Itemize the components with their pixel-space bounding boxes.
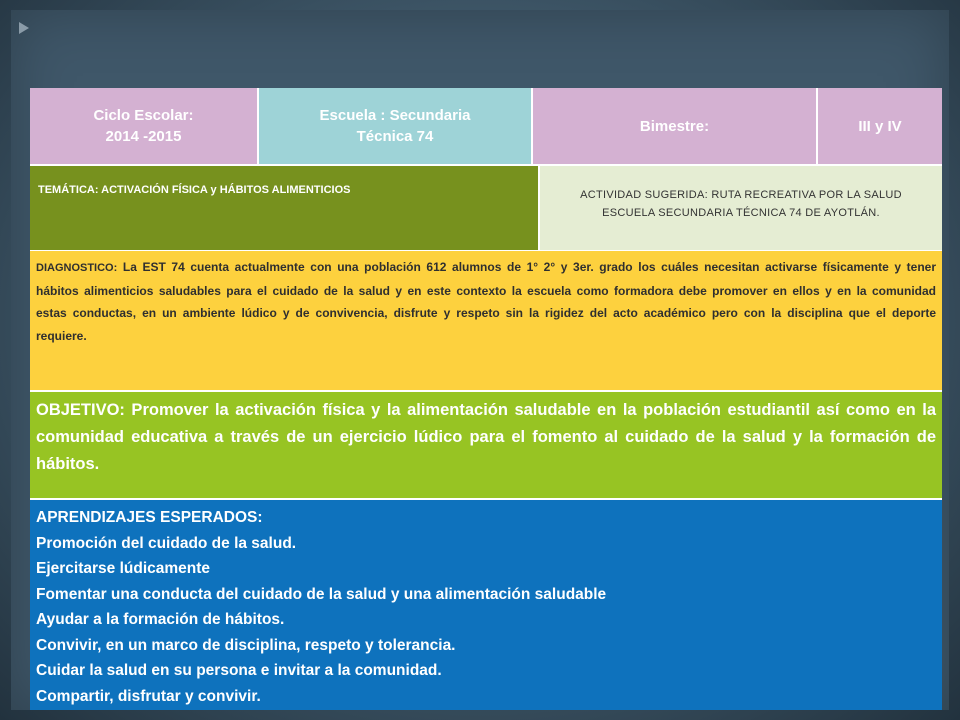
- bimestre-cell: [533, 88, 816, 164]
- bimestre-value-cell: [818, 88, 942, 164]
- ciclo-label: Ciclo Escolar:: [93, 107, 194, 124]
- aprendizaje-item: Promoción del cuidado de la salud.: [36, 534, 297, 552]
- ciclo-value: 2014 -2015: [105, 128, 182, 145]
- bimestre-value: III y IV: [858, 117, 902, 135]
- actividad-text: ACTIVIDAD SUGERIDA: RUTA RECREATIVA POR LA SALUD ESCUELA SECUNDARIA TÉCNICA 74 DE AYOTLÁN.: [580, 189, 902, 219]
- bimestre-label: Bimestre:: [639, 117, 710, 135]
- aprendizaje-item: Convivir, en un marco de disciplina, respeto y tolerancia.: [36, 636, 456, 654]
- actividad-cell: [540, 166, 942, 250]
- escuela-line2: Técnica 74: [356, 128, 434, 145]
- aprendizajes-list: [36, 505, 936, 709]
- aprendizajes-title: APRENDIZAJES ESPERADOS:: [36, 509, 263, 526]
- escuela-line1: Escuela : Secundaria: [319, 107, 471, 124]
- tematica-text: TEMÁTICA: ACTIVACIÓN FÍSICA y HÁBITOS ALIMENTICIOS: [38, 184, 351, 196]
- aprendizaje-item: Ayudar a la formación de hábitos.: [36, 611, 285, 628]
- diagnostico-text: La EST 74 cuenta actualmente con una población 612 alumnos de 1° 2° y 3er. grado los cuáles necesitan activarse físicamente y tener hábitos alimenticios saludables para el cuidado de la salud y en este contexto la escuela como formadora debe promover en ellos y en la comunidad estas conductas, en un ambiente lúdico y de convivencia, disfrute y respeto sin la rigidez del acto académico pero con la disciplina que el deporte requiere.: [36, 260, 936, 343]
- escuela-cell: [259, 88, 531, 164]
- diagnostico-label: DIAGNOSTICO:: [36, 262, 118, 274]
- objetivo-text: OBJETIVO: Promover la activación física y la alimentación saludable en la población estudiantil así como en la comunidad educativa a través de un ejercicio lúdico para el fomento al cuidado de la salud y la formación de hábitos.: [36, 401, 936, 473]
- objetivo-row: [30, 392, 942, 498]
- aprendizaje-item: Cuidar la salud en su persona e invitar a la comunidad.: [36, 662, 442, 679]
- planning-table: [30, 88, 942, 710]
- aprendizaje-item: Ejercitarse lúdicamente: [36, 560, 211, 577]
- aprendizajes-row: [30, 500, 942, 710]
- header-row: [30, 88, 942, 164]
- tematica-row: [30, 166, 942, 250]
- slide-bullet-icon: [19, 22, 29, 34]
- aprendizaje-item: Compartir, disfrutar y convivir.: [36, 687, 261, 705]
- aprendizaje-item: Fomentar una conducta del cuidado de la salud y una alimentación saludable: [36, 585, 607, 603]
- diagnostico-paragraph: [36, 256, 936, 347]
- diagnostico-row: [30, 251, 942, 390]
- tematica-cell: [30, 166, 538, 250]
- ciclo-escolar-cell: [30, 88, 257, 164]
